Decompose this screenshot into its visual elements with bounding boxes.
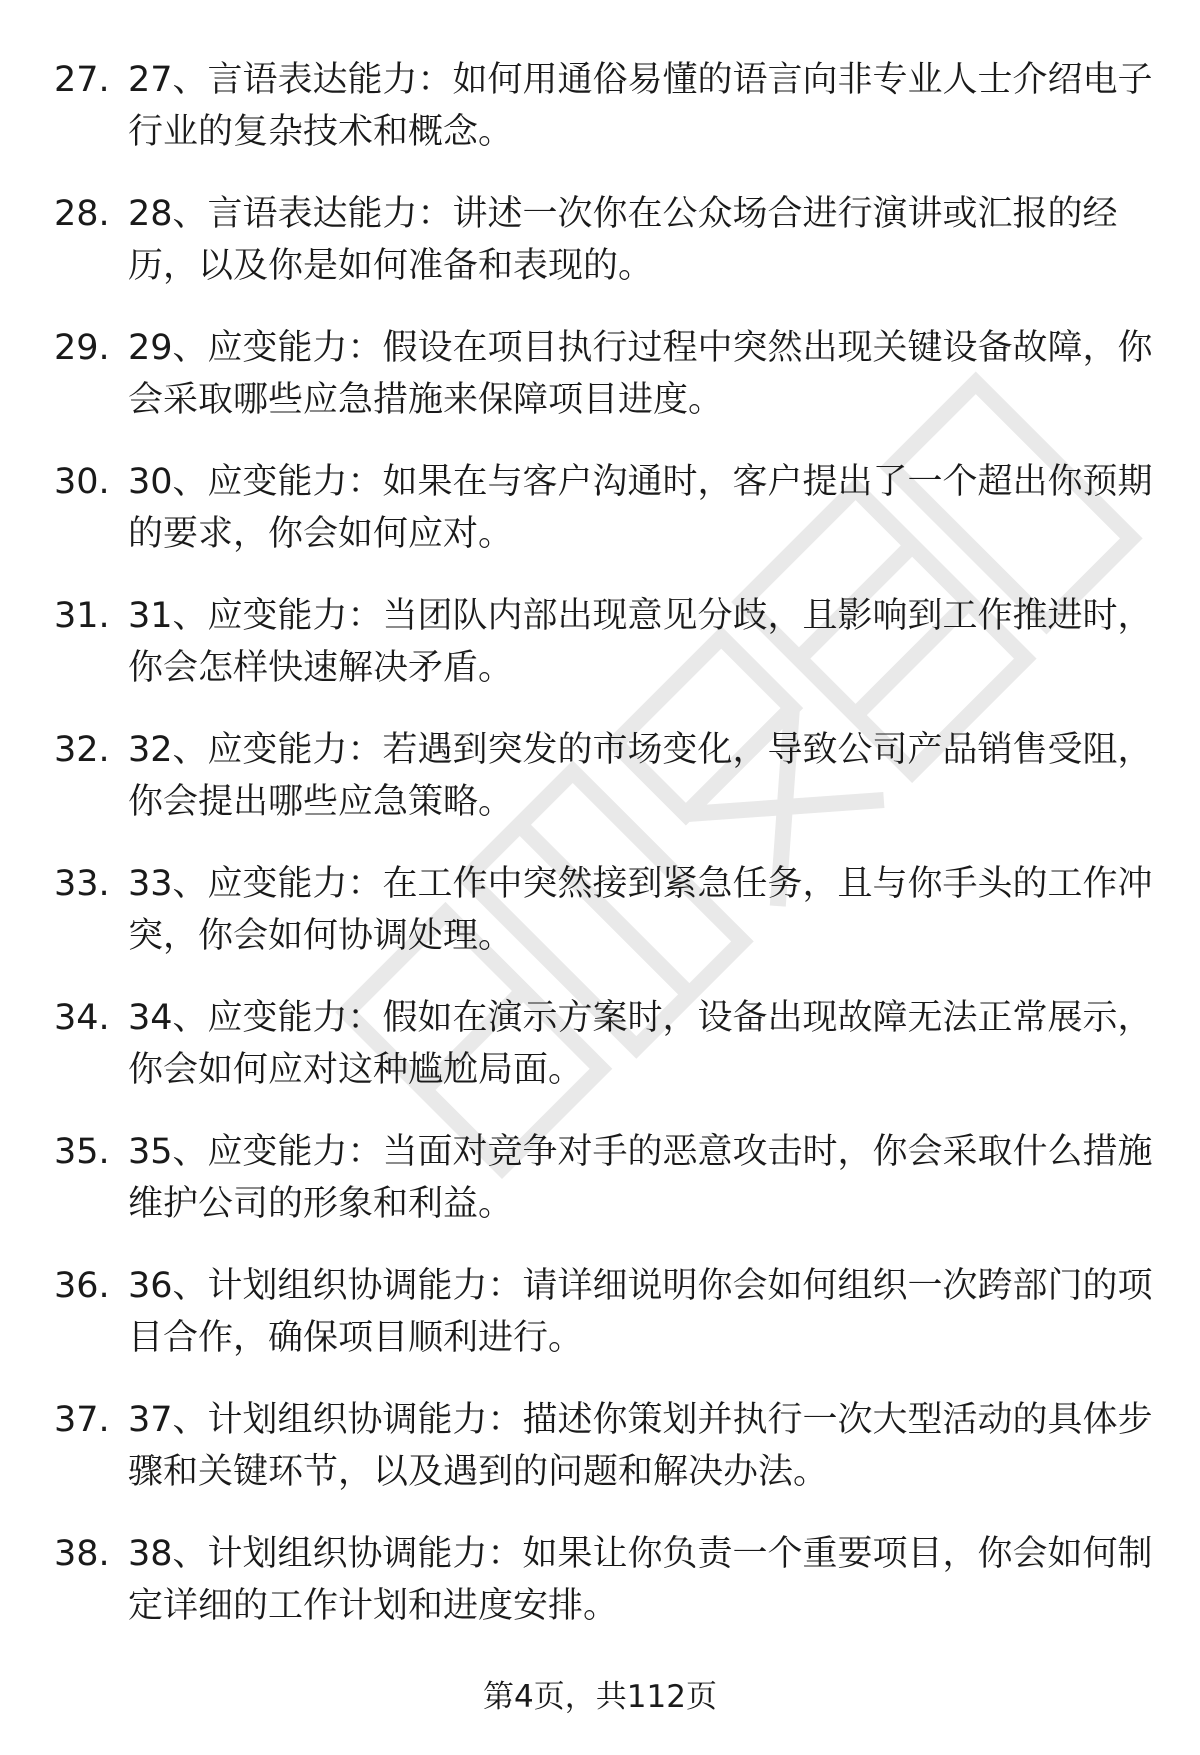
question-text: 35、应变能力：当面对竞争对手的恶意攻击时，你会采取什么措施维护公司的形象和利益。 [128, 1132, 1153, 1224]
item-number: 32. [54, 730, 110, 770]
question-text: 38、计划组织协调能力：如果让你负责一个重要项目，你会如何制定详细的工作计划和进度安排。 [128, 1534, 1153, 1626]
question-text: 33、应变能力：在工作中突然接到紧急任务，且与你手头的工作冲突，你会如何协调处理。 [128, 864, 1153, 956]
question-text: 27、言语表达能力：如何用通俗易懂的语言向非专业人士介绍电子行业的复杂技术和概念。 [128, 60, 1153, 152]
question-text: 36、计划组织协调能力：请详细说明你会如何组织一次跨部门的项目合作，确保项目顺利进行。 [128, 1266, 1153, 1358]
item-number: 30. [54, 462, 110, 502]
list-item [0, 1394, 1200, 1528]
item-number: 36. [54, 1266, 110, 1306]
item-number: 33. [54, 864, 110, 904]
item-number: 34. [54, 998, 110, 1038]
item-number: 31. [54, 596, 110, 636]
list-item [0, 992, 1200, 1126]
item-number: 38. [54, 1534, 110, 1574]
list-item [0, 1260, 1200, 1394]
list-item [0, 1528, 1200, 1662]
list-item [0, 54, 1200, 188]
question-text: 37、计划组织协调能力：描述你策划并执行一次大型活动的具体步骤和关键环节，以及遇到的问题和解决办法。 [128, 1400, 1153, 1492]
list-item [0, 724, 1200, 858]
list-item [0, 322, 1200, 456]
question-list [0, 54, 1200, 1662]
list-item [0, 1126, 1200, 1260]
item-number: 28. [54, 194, 110, 234]
item-number: 37. [54, 1400, 110, 1440]
question-text: 28、言语表达能力：讲述一次你在公众场合进行演讲或汇报的经历，以及你是如何准备和表现的。 [128, 194, 1118, 286]
page-footer: 第4页，共112页 [483, 1679, 717, 1715]
question-text: 29、应变能力：假设在项目执行过程中突然出现关键设备故障，你会采取哪些应急措施来保障项目进度。 [128, 328, 1153, 420]
question-text: 32、应变能力：若遇到突发的市场变化，导致公司产品销售受阻，你会提出哪些应急策略。 [128, 730, 1153, 822]
item-number: 29. [54, 328, 110, 368]
list-item [0, 456, 1200, 590]
list-item [0, 590, 1200, 724]
question-text: 34、应变能力：假如在演示方案时，设备出现故障无法正常展示，你会如何应对这种尴尬局面。 [128, 998, 1153, 1090]
item-number: 35. [54, 1132, 110, 1172]
question-text: 30、应变能力：如果在与客户沟通时，客户提出了一个超出你预期的要求，你会如何应对。 [128, 462, 1153, 554]
item-number: 27. [54, 60, 110, 100]
question-text: 31、应变能力：当团队内部出现意见分歧，且影响到工作推进时，你会怎样快速解决矛盾。 [128, 596, 1153, 688]
list-item [0, 858, 1200, 992]
list-item [0, 188, 1200, 322]
